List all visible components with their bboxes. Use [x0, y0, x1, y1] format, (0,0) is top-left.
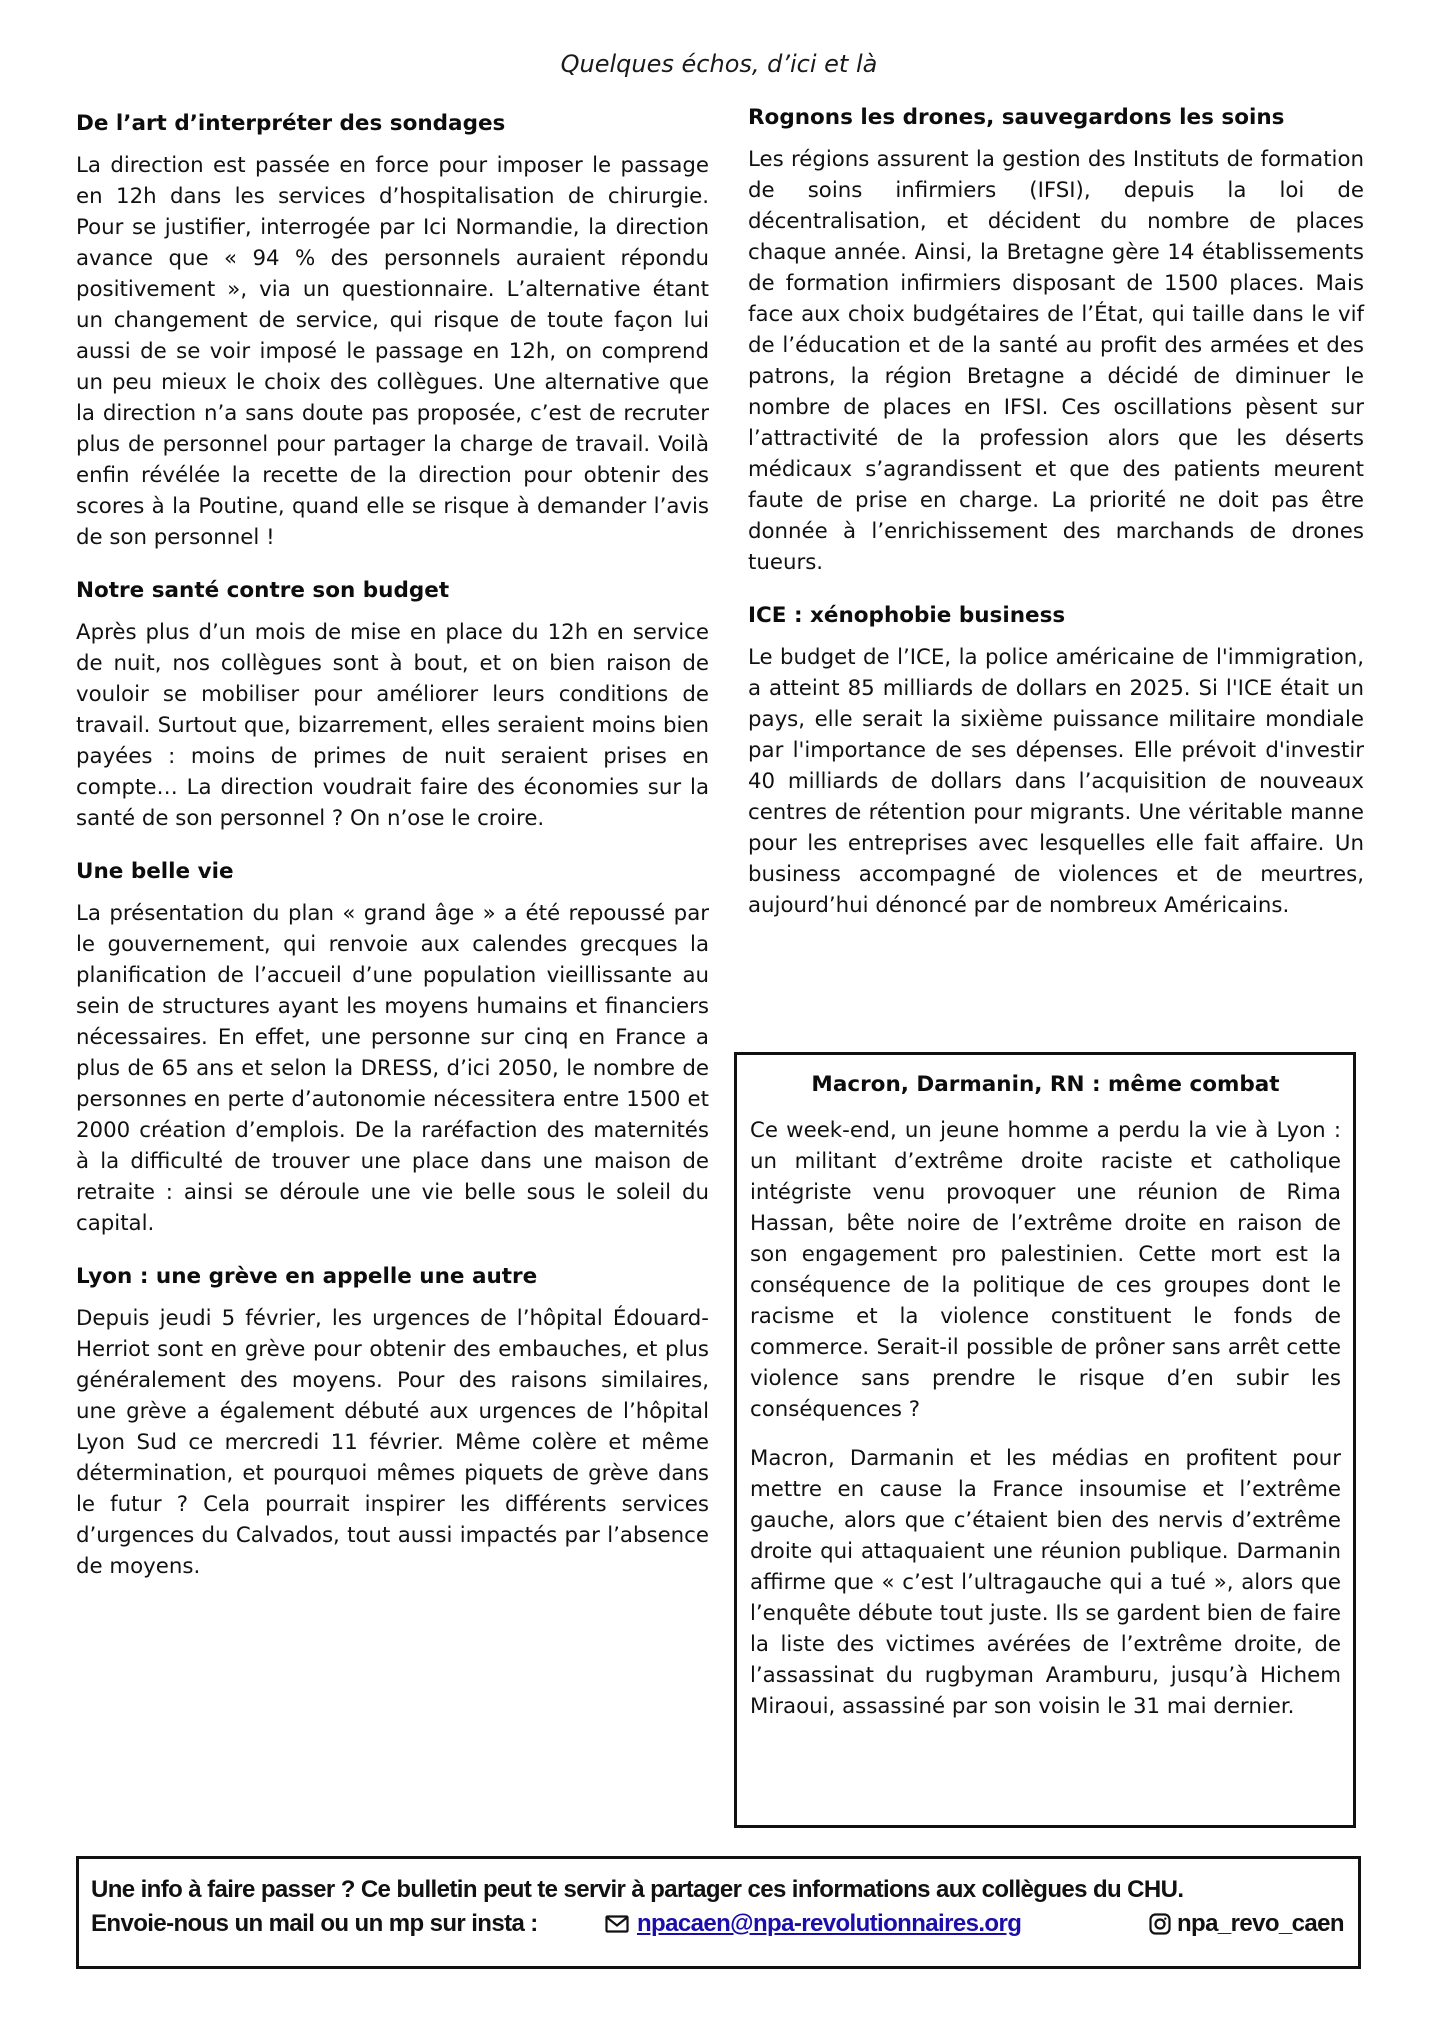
article-heading: De l’art d’interpréter des sondages: [76, 111, 506, 136]
right-column: [748, 104, 1364, 945]
article-heading: Lyon : une grève en appelle une autre: [76, 1264, 538, 1289]
envelope-icon: [605, 1915, 629, 1933]
article-paragraph: Après plus d’un mois de mise en place du 12h en service de nuit, nos collègues sont à bout, et on bien raison de vouloir se mobiliser pour améliorer leurs conditions de travail. Surtout que, bizarrement, elles seraient moins bien payées : moins de primes de nuit seraient prises en compte… La direction voudrait faire des économies sur la santé de son personnel ? On n’ose le croire.: [76, 620, 709, 831]
contact-footer: [76, 1856, 1361, 1969]
boxed-article-macron-darmanin: [734, 1052, 1356, 1828]
page-title: Quelques échos, d’ici et là: [560, 50, 878, 78]
article-heading: Notre santé contre son budget: [76, 578, 450, 603]
email-contact: [605, 1907, 1021, 1941]
article-paragraph: Depuis jeudi 5 février, les urgences de l’hôpital Édouard-Herriot sont en grève pour obtenir des embauches, et plus généralement des moyens. Pour des raisons similaires, une grève a également débuté aux urgences de l’hôpital Lyon Sud ce mercredi 11 février. Même colère et même détermination, et pourquoi mêmes piquets de grève dans le futur ? Cela pourrait inspirer les différents services d’urgences du Calvados, tout aussi impactés par l’absence de moyens.: [76, 1306, 709, 1579]
article-paragraph: La présentation du plan « grand âge » a été repoussé par le gouvernement, qui renvoie aux calendes grecques la planification de l’accueil d’une population vieillissante au sein de structures ayant les moyens humains et financiers nécessaires. En effet, une personne sur cinq en France a plus de 65 ans et selon la DRESS, d’ici 2050, le nombre de personnes en perte d’autonomie nécessitera entre 1500 et 2000 création d’emplois. De la raréfaction des maternités à la difficulté de trouver une place dans une maison de retraite : ainsi se déroule une vie belle sous le soleil du capital.: [76, 901, 709, 1236]
article-heading: Rognons les drones, sauvegardons les soins: [748, 105, 1285, 130]
article-paragraph: Macron, Darmanin et les médias en profitent pour mettre en cause la France insoumise et l’extrême gauche, alors que c’étaient bien des nervis d’extrême droite qui attaquaient une réunion publique. Darmanin affirme que « c’est l’ultragauche qui a tué », alors que l’enquête débute tout juste. Ils se gardent bien de faire la liste des victimes avérées de l’extrême droite, de l’assassinat du rugbyman Aramburu, jusqu’à Hichem Miraoui, assassiné par son voisin le 31 mai dernier.: [750, 1446, 1341, 1719]
article-heading: Une belle vie: [76, 859, 234, 884]
boxed-article-heading: Macron, Darmanin, RN : même combat: [811, 1072, 1280, 1097]
footer-contact-prompt: Envoie-nous un mail ou un mp sur insta :: [91, 1910, 538, 1937]
article-paragraph: Les régions assurent la gestion des Instituts de formation de soins infirmiers (IFSI), depuis la loi de décentralisation, et décident du nombre de places chaque année. Ainsi, la Bretagne gère 14 établissements de formation infirmiers disposant de 1500 places. Mais face aux choix budgétaires de l’État, qui taille dans le vif de l’éducation et de la santé au profit des armées et des patrons, la région Bretagne a décidé de diminuer le nombre de places en IFSI. Ces oscillations pèsent sur l’attractivité de la profession alors que les déserts médicaux s’agrandissent et que des patients meurent faute de prise en charge. La priorité ne doit pas être donnée à l’enrichissement des marchands de drones tueurs.: [748, 147, 1364, 575]
left-column: [76, 110, 709, 1606]
article-belle-vie: [76, 858, 709, 1239]
article-drones-soins: [748, 104, 1364, 578]
article-lyon-greve: [76, 1263, 709, 1582]
article-paragraph: La direction est passée en force pour imposer le passage en 12h dans les services d’hospitalisation de chirurgie. Pour se justifier, interrogée par Ici Normandie, la direction avance que « 94 % des personnels auraient répondu positivement », via un questionnaire. L’alternative étant un changement de service, qui risque de toute façon lui aussi de se voir imposé le passage en 12h, on comprend un peu mieux le choix des collègues. Une alternative que la direction n’a sans doute pas proposée, c’est de recruter plus de personnel pour partager la charge de travail. Voilà enfin révélée la recette de la direction pour obtenir des scores à la Poutine, quand elle se risque à demander l’avis de son personnel !: [76, 153, 709, 550]
article-paragraph: Le budget de l’ICE, la police américaine de l'immigration, a atteint 85 milliards de dollars en 2025. Si l'ICE était un pays, elle serait la sixième puissance militaire mondiale par l'importance de ses dépenses. Elle prévoit d'investir 40 milliards de dollars dans l’acquisition de nouveaux centres de rétention pour migrants. Une véritable manne pour les entreprises avec lesquelles elle fait affaire. Un business accompagné de violences et de meurtres, aujourd’hui dénoncé par de nombreux Américains.: [748, 645, 1364, 918]
article-sante-budget: [76, 577, 709, 834]
footer-contact-row: [91, 1907, 1346, 1941]
instagram-icon: [1149, 1913, 1171, 1935]
footer-intro-text: Une info à faire passer ? Ce bulletin peut te servir à partager ces informations aux collègues du CHU.: [91, 1876, 1184, 1903]
instagram-contact: [1149, 1907, 1344, 1941]
instagram-handle[interactable]: npa_revo_caen: [1177, 1910, 1344, 1937]
article-sondages: [76, 110, 709, 553]
email-link[interactable]: npacaen@npa-revolutionnaires.org: [637, 1910, 1022, 1937]
article-heading: ICE : xénophobie business: [748, 603, 1066, 628]
article-ice: [748, 602, 1364, 921]
article-paragraph: Ce week-end, un jeune homme a perdu la vie à Lyon : un militant d’extrême droite raciste et catholique intégriste venu provoquer une réunion de Rima Hassan, bête noire de l’extrême droite en raison de son engagement pro palestinien. Cette mort est la conséquence de la politique de ces groupes dont le racisme et la violence constituent le fonds de commerce. Serait-il possible de prôner sans arrêt cette violence sans prendre le risque d’en subir les conséquences ?: [750, 1118, 1341, 1422]
